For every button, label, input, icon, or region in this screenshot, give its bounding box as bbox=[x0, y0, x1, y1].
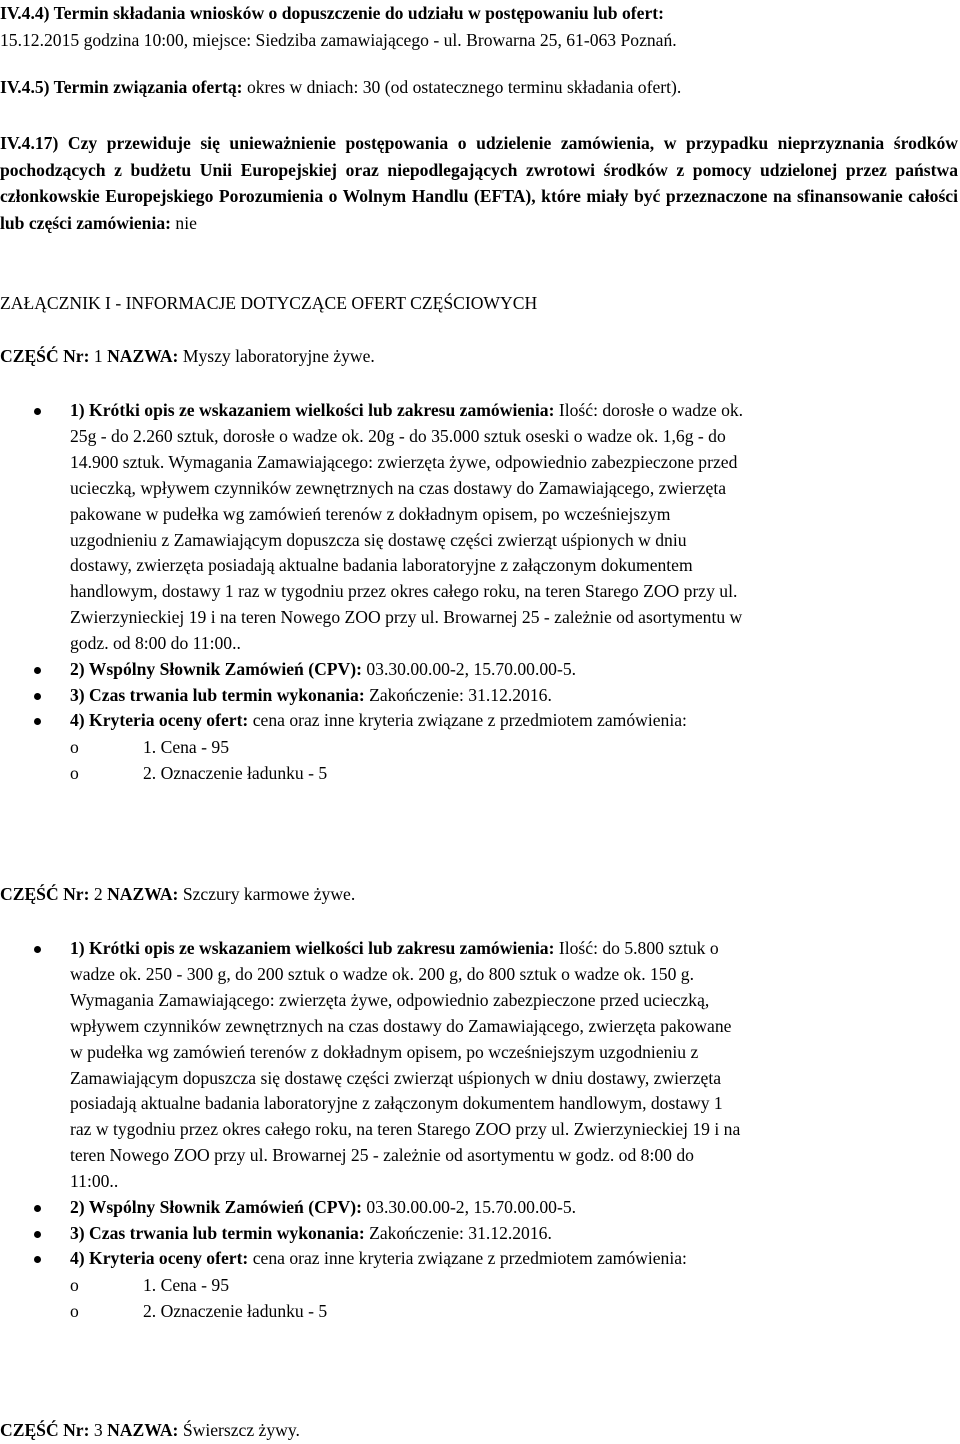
description-line: Zwierzynieckiej 19 i na teren Nowego ZOO przy ul. Browarnej 25 - zależnie od asortymentu w bbox=[70, 607, 743, 628]
part-number: 1 bbox=[93, 346, 103, 366]
criteria-text: cena oraz inne kryteria związane z przedmiotem zamówienia: bbox=[252, 710, 687, 731]
description-line: pakowane w pudełka wg zamówień terenów z dokładnym opisem, po wcześniejszym bbox=[70, 503, 671, 524]
description-line: Ilość: dorosłe o wadze ok. bbox=[558, 400, 744, 420]
part-1-criteria bbox=[0, 708, 958, 786]
part-name: Świerszcz żywy. bbox=[182, 1420, 300, 1440]
part-1-description bbox=[0, 398, 958, 657]
description-line: ucieczką, wpływem czynników zewnętrznych na czas dostawy do Zamawiającego, zwierzęta bbox=[70, 477, 727, 498]
criteria-list bbox=[0, 1272, 958, 1324]
criteria-item bbox=[0, 760, 958, 786]
completion-value: Zakończenie: 31.12.2016. bbox=[369, 684, 552, 705]
part-1-cpv bbox=[0, 657, 958, 683]
description-line: uzgodnieniu z Zamawiającym dopuszcza się dostawę części zwierząt uśpionych w dniu bbox=[70, 529, 687, 550]
description-line: dostawy, zwierzęta posiadają aktualne badania laboratoryjne z załączonym dokumentem bbox=[70, 555, 693, 576]
description-line: 11:00.. bbox=[70, 1171, 119, 1192]
description-line: teren Nowego ZOO przy ul. Browarnej 25 - zależnie od asortymentu w godz. od 8:00 do bbox=[70, 1145, 694, 1166]
part-name: Myszy laboratoryjne żywe. bbox=[182, 346, 375, 366]
criteria-marker: o bbox=[70, 1301, 79, 1322]
criteria-marker: o bbox=[70, 737, 79, 758]
cpv-value: 03.30.00.00-2, 15.70.00.00-5. bbox=[366, 659, 577, 680]
part-3-heading bbox=[0, 1417, 958, 1444]
part-number: 2 bbox=[93, 884, 103, 904]
criteria-item bbox=[0, 734, 958, 760]
item-3-label: 3) Czas trwania lub termin wykonania: bbox=[70, 1222, 365, 1243]
item-1-label: 1) Krótki opis ze wskazaniem wielkości lub zakresu zamówienia: bbox=[70, 938, 555, 958]
part-1-completion bbox=[0, 683, 958, 709]
description-line: Zamawiającym dopuszcza się dostawę części zwierząt uśpionych w dniu dostawy, zwierzęta bbox=[70, 1067, 722, 1088]
item-2-label: 2) Wspólny Słownik Zamówień (CPV): bbox=[70, 1197, 362, 1218]
criteria-list bbox=[0, 734, 958, 786]
annex-title: ZAŁĄCZNIK I - INFORMACJE DOTYCZĄCE OFERT CZĘŚCIOWYCH bbox=[0, 293, 538, 313]
part-2-heading bbox=[0, 881, 958, 908]
part-2-cpv bbox=[0, 1195, 958, 1221]
item-4-label: 4) Kryteria oceny ofert: bbox=[70, 1248, 249, 1269]
criteria-text: 2. Oznaczenie ładunku - 5 bbox=[143, 763, 328, 784]
cpv-value: 03.30.00.00-2, 15.70.00.00-5. bbox=[366, 1197, 577, 1218]
part-label: CZĘŚĆ Nr: bbox=[0, 884, 90, 904]
criteria-text: 1. Cena - 95 bbox=[143, 1275, 229, 1296]
part-2-completion bbox=[0, 1221, 958, 1247]
name-label: NAZWA: bbox=[107, 1420, 179, 1440]
description-line: godz. od 8:00 do 11:00.. bbox=[70, 633, 241, 654]
description-line: Ilość: do 5.800 sztuk o bbox=[558, 938, 719, 958]
item-3-label: 3) Czas trwania lub termin wykonania: bbox=[70, 684, 365, 705]
section-iv-4-17 bbox=[0, 130, 958, 236]
criteria-marker: o bbox=[70, 1275, 79, 1296]
part-label: CZĘŚĆ Nr: bbox=[0, 346, 90, 366]
item-4-label: 4) Kryteria oceny ofert: bbox=[70, 710, 249, 731]
description-line: posiadają aktualne badania laboratoryjne z załączonym dokumentem handlowym, dostawy 1 bbox=[70, 1093, 723, 1114]
part-number: 3 bbox=[93, 1420, 103, 1440]
criteria-marker: o bbox=[70, 763, 79, 784]
completion-value: Zakończenie: 31.12.2016. bbox=[369, 1222, 552, 1243]
section-iv-4-4-label: IV.4.4) Termin składania wniosków o dopuszczenie do udziału w postępowaniu lub ofert: bbox=[0, 3, 664, 23]
part-label: CZĘŚĆ Nr: bbox=[0, 1420, 90, 1440]
description-line: w pudełka wg zamówień terenów z dokładnym opisem, po wcześniejszym uzgodnieniu z bbox=[70, 1041, 699, 1062]
description-line: raz w tygodniu przez okres całego roku, na teren Starego ZOO przy ul. Zwierzynieckiej 19 i na bbox=[70, 1119, 741, 1140]
section-iv-4-4 bbox=[0, 0, 958, 53]
item-2-label: 2) Wspólny Słownik Zamówień (CPV): bbox=[70, 659, 362, 680]
name-label: NAZWA: bbox=[107, 346, 179, 366]
description-line: 25g - do 2.260 sztuk, dorosłe o wadze ok. 20g - do 35.000 sztuk oseski o wadze ok. 1,6g - do bbox=[70, 425, 726, 446]
item-1-label: 1) Krótki opis ze wskazaniem wielkości lub zakresu zamówienia: bbox=[70, 400, 555, 420]
section-iv-4-5 bbox=[0, 74, 958, 101]
criteria-item bbox=[0, 1272, 958, 1298]
section-iv-4-5-value: okres w dniach: 30 (od ostatecznego terminu składania ofert). bbox=[246, 77, 682, 97]
part-1-details bbox=[0, 398, 958, 786]
part-2-description bbox=[0, 936, 958, 1195]
criteria-text: 1. Cena - 95 bbox=[143, 737, 229, 758]
section-iv-4-5-label: IV.4.5) Termin związania ofertą: bbox=[0, 77, 243, 97]
description-line: handlowym, dostawy 1 raz w tygodniu przez okres całego roku, na teren Starego ZOO przy ul. bbox=[70, 581, 738, 602]
criteria-text: cena oraz inne kryteria związane z przedmiotem zamówienia: bbox=[252, 1248, 687, 1269]
description-line: wadze ok. 250 - 300 g, do 200 sztuk o wadze ok. 200 g, do 800 sztuk o wadze ok. 150 g. bbox=[70, 963, 694, 984]
description-line: 14.900 sztuk. Wymagania Zamawiającego: zwierzęta żywe, odpowiednio zabezpieczone przed bbox=[70, 451, 738, 472]
section-iv-4-4-value: 15.12.2015 godzina 10:00, miejsce: Siedziba zamawiającego - ul. Browarna 25, 61-063 Poznań. bbox=[0, 29, 677, 50]
description-line: wpływem czynników zewnętrznych na czas dostawy do Zamawiającego, zwierzęta pakowane bbox=[70, 1015, 732, 1036]
criteria-item bbox=[0, 1298, 958, 1324]
name-label: NAZWA: bbox=[107, 884, 179, 904]
description-line: Wymagania Zamawiającego: zwierzęta żywe, odpowiednio zabezpieczone przed ucieczką, bbox=[70, 989, 710, 1010]
part-1-heading bbox=[0, 343, 958, 370]
section-iv-4-17-value: nie bbox=[175, 212, 197, 233]
part-2-criteria bbox=[0, 1246, 958, 1324]
criteria-text: 2. Oznaczenie ładunku - 5 bbox=[143, 1301, 328, 1322]
part-name: Szczury karmowe żywe. bbox=[182, 884, 356, 904]
section-iv-4-17-label: IV.4.17) Czy przewiduje się unieważnienie postępowania o udzielenie zamówienia, w przypadku nieprzyznania środków pochodzących z budżetu Unii Europejskiej oraz niepodlegających zwrotowi środków z pomocy udzielonej przez państwa członkowskie Europejskiego Porozumienia o Wolnym Handlu (EFTA), które miały być przeznaczone na sfinansowanie całości lub części zamówienia: bbox=[0, 133, 958, 233]
part-2-details bbox=[0, 936, 958, 1324]
